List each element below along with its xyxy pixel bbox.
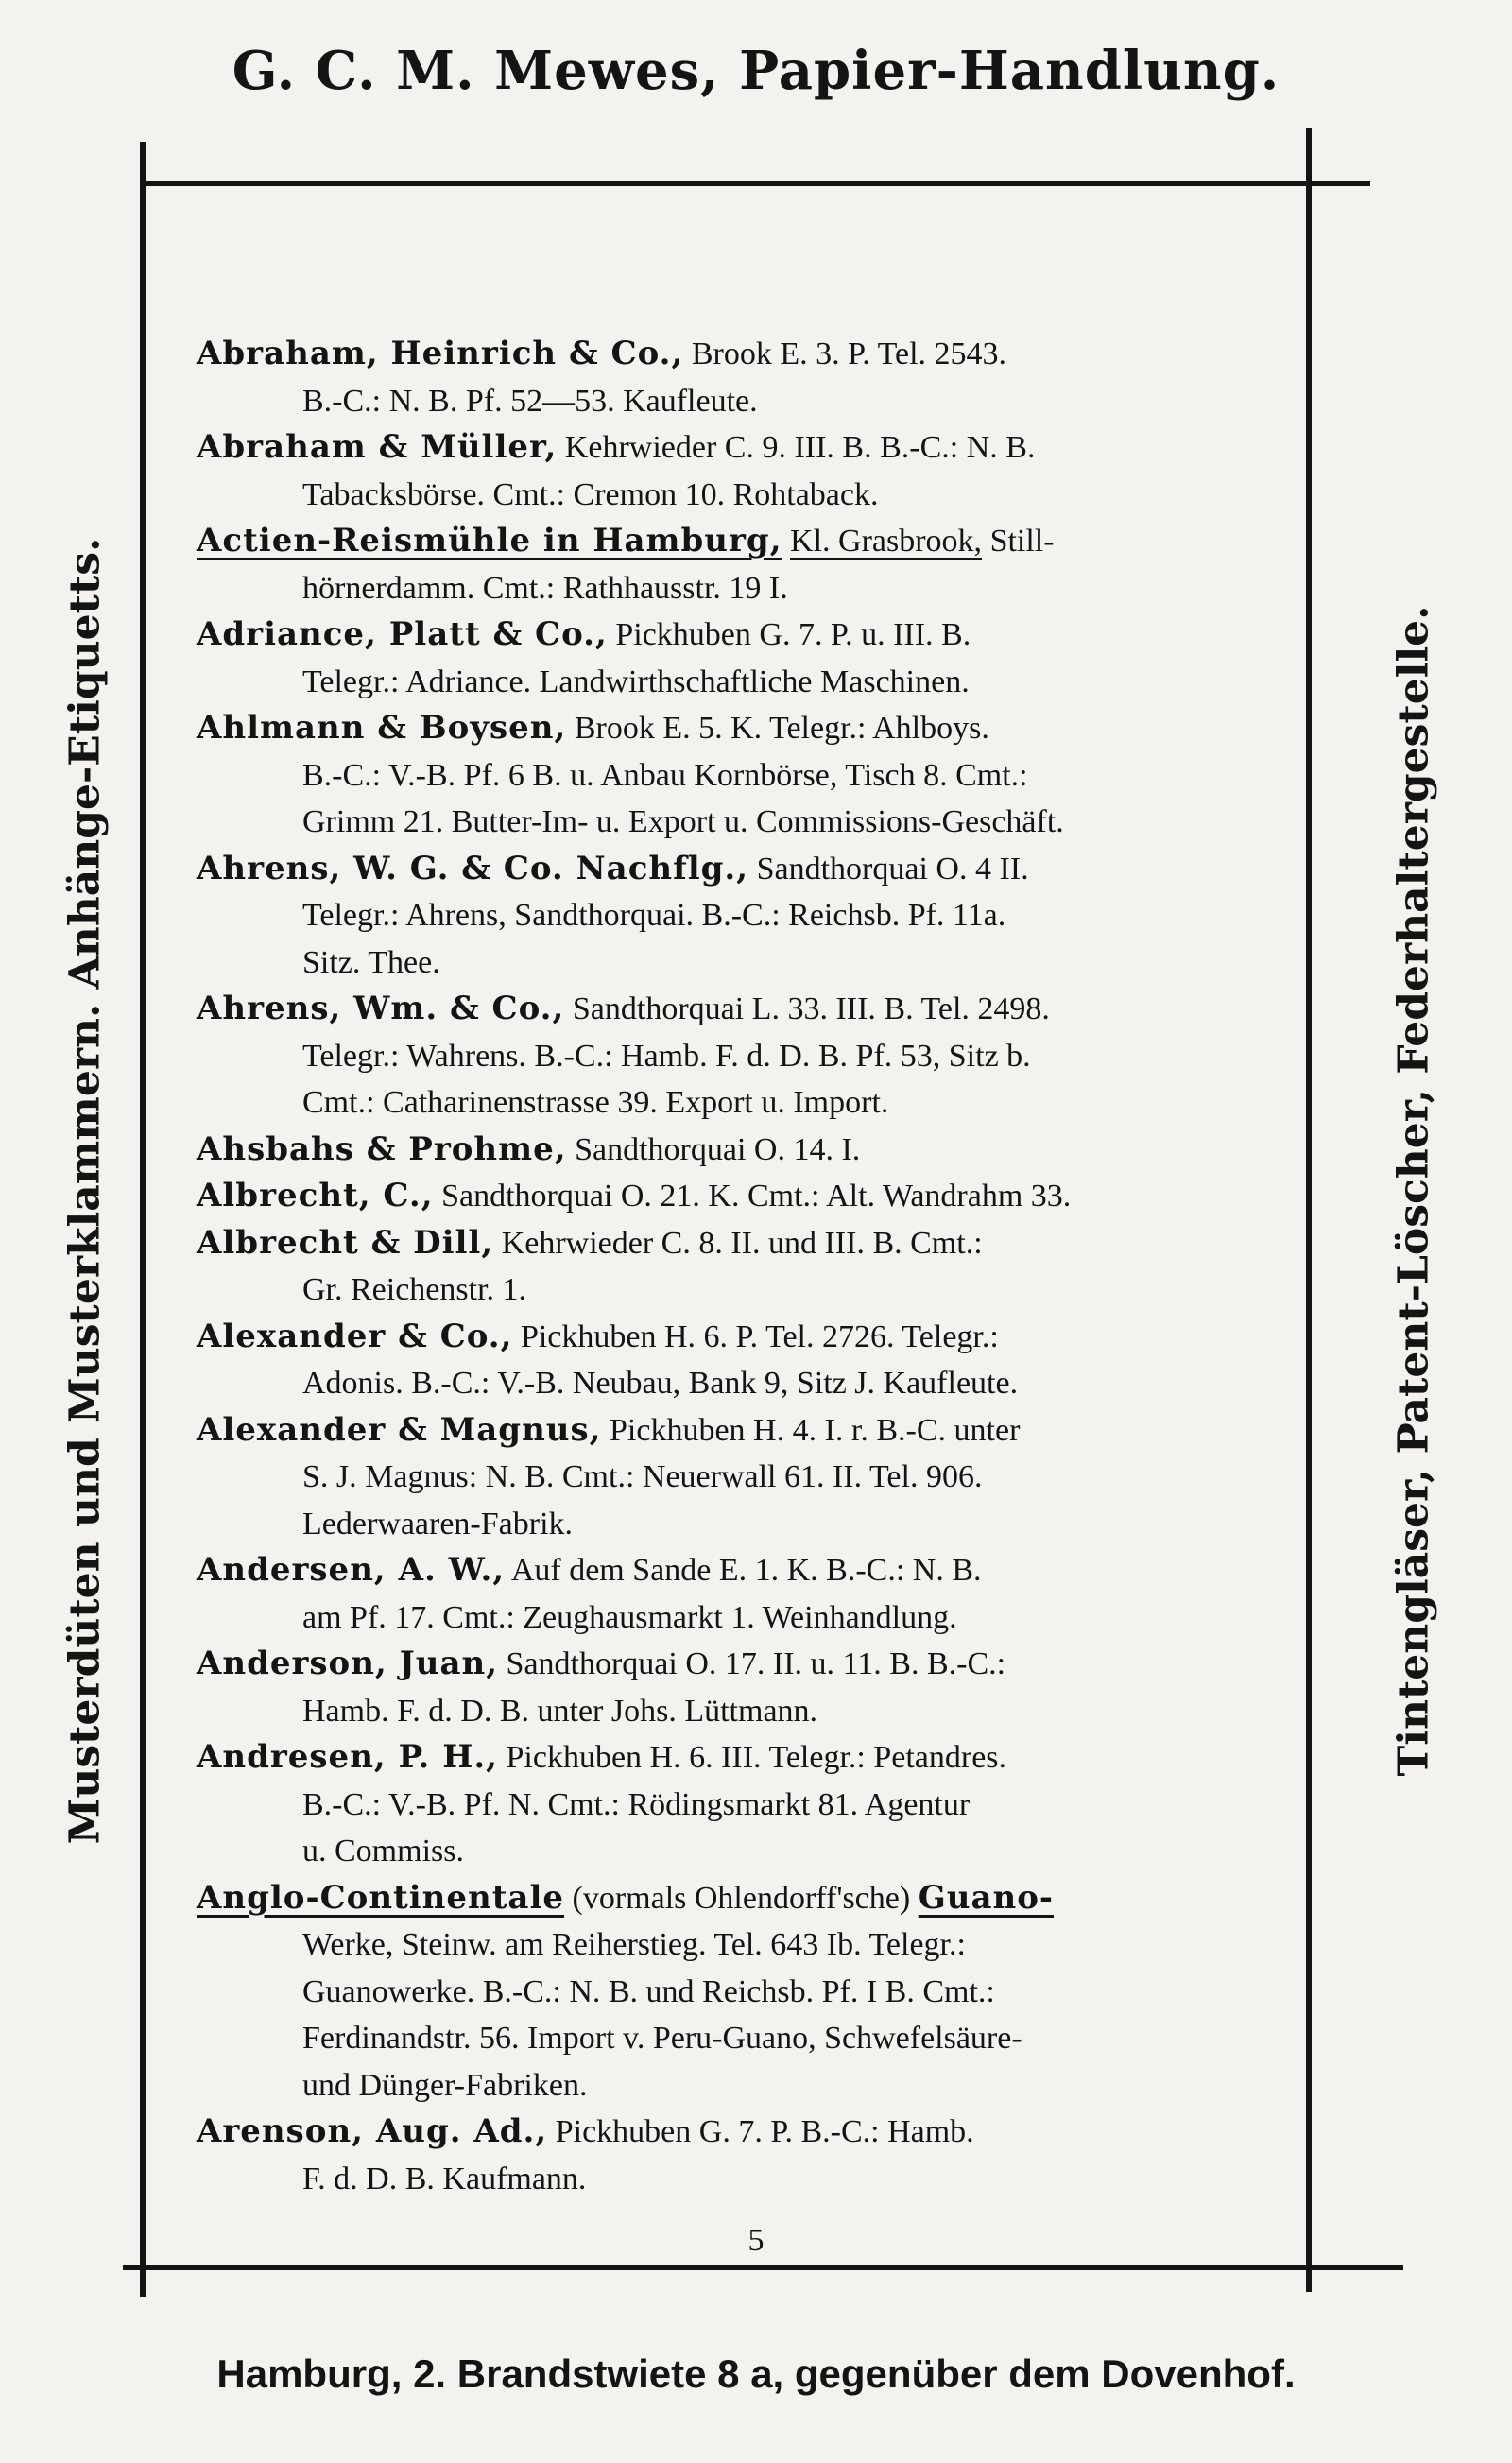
bottom-rule: [123, 2265, 1403, 2270]
entry-details: Brook E. 3. P. Tel. 2543.: [683, 336, 1007, 371]
entry-continuation: Hamb. F. d. D. B. unter Johs. Lüttmann.: [302, 1693, 818, 1729]
entry-details: Pickhuben H. 4. I. r. B.-C. unter: [601, 1412, 1021, 1448]
entry-continuation: B.-C.: V.-B. Pf. N. Cmt.: Rödingsmarkt 81. Agentur: [302, 1786, 971, 1822]
entry-name: Guano-: [918, 1878, 1054, 1917]
entry-name: Ahlmann & Boysen,: [197, 709, 567, 747]
entry-details: Pickhuben H. 6. III. Telegr.: Petandres.: [498, 1740, 1007, 1775]
entry-name: Abraham, Heinrich & Co.,: [197, 335, 684, 372]
entry-continuation: B.-C.: V.-B. Pf. 6 B. u. Anbau Kornbörse, Tisch 8. Cmt.:: [302, 757, 1028, 793]
entry-details: Sandthorquai L. 33. III. B. Tel. 2498.: [564, 991, 1050, 1026]
entry-continuation: Adonis. B.-C.: V.-B. Neubau, Bank 9, Sitz J. Kaufleute.: [302, 1366, 1019, 1401]
left-rule: [140, 142, 146, 2297]
directory-entry: [197, 1127, 1300, 1174]
entry-details: Sandthorquai O. 21. K. Cmt.: Alt. Wandrahm 33.: [433, 1179, 1072, 1214]
entry-continuation: B.-C.: N. B. Pf. 52—53. Kaufleute.: [302, 383, 758, 419]
directory-entry: [197, 1641, 1300, 1734]
entry-name: Anglo-Continentale: [197, 1878, 565, 1917]
entry-continuation: Grimm 21. Butter-Im- u. Export u. Commissions-Geschäft.: [302, 804, 1064, 839]
entry-name: Ahsbahs & Prohme,: [197, 1129, 567, 1168]
entry-details: Kehrwieder C. 8. II. und III. B. Cmt.:: [493, 1225, 983, 1261]
entry-continuation: Gr. Reichenstr. 1.: [302, 1272, 527, 1307]
entry-continuation: Telegr.: Ahrens, Sandthorquai. B.-C.: Reichsb. Pf. 11a.: [302, 898, 1006, 933]
page-footer: Hamburg, 2. Brandstwiete 8 a, gegenüber dem Dovenhof.: [216, 2351, 1296, 2396]
directory-entry: [197, 1220, 1300, 1314]
entry-name: Ahrens, Wm. & Co.,: [197, 990, 565, 1027]
entry-continuation: Lederwaaren-Fabrik.: [302, 1506, 574, 1542]
entry-continuation: am Pf. 17. Cmt.: Zeughausmarkt 1. Weinhandlung.: [302, 1599, 957, 1635]
page-number: 5: [747, 2223, 765, 2258]
entry-continuation: Cmt.: Catharinenstrasse 39. Export u. Import.: [302, 1085, 889, 1120]
entry-details: Brook E. 5. K. Telegr.: Ahlboys.: [566, 711, 989, 746]
entry-name: Albrecht & Dill,: [197, 1223, 494, 1262]
entry-name: Albrecht, C.,: [197, 1177, 434, 1214]
entry-details: Kehrwieder C. 9. III. B. B.-C.: N. B.: [557, 430, 1036, 465]
directory-entry: [197, 1407, 1300, 1548]
directory-entry: [197, 424, 1300, 518]
directory-entry: [197, 846, 1300, 987]
entry-name: Alexander & Magnus,: [197, 1410, 602, 1449]
entry-name: Andresen, P. H.,: [197, 1738, 498, 1776]
entry-continuation: u. Commiss.: [302, 1834, 464, 1869]
entry-name: Andersen, A. W.,: [197, 1551, 506, 1589]
entry-continuation: S. J. Magnus: N. B. Cmt.: Neuerwall 61. II. Tel. 906.: [302, 1459, 983, 1494]
directory-entry: [197, 611, 1300, 705]
page-header: G. C. M. Mewes, Papier-Handlung.: [232, 40, 1280, 102]
entry-details: Sandthorquai O. 4 II.: [748, 851, 1029, 887]
entry-name: Actien-Reismühle in Hamburg,: [197, 522, 782, 560]
directory-entry: [197, 1734, 1300, 1875]
entry-address: Kl. Grasbrook,: [790, 524, 983, 559]
entry-details: Sandthorquai O. 14. I.: [566, 1131, 861, 1167]
directory-entry: [197, 518, 1300, 611]
entry-continuation: und Dünger-Fabriken.: [302, 2067, 588, 2103]
directory-entry: [197, 705, 1300, 846]
directory-entry: [197, 1173, 1300, 1220]
entry-continuation: F. d. D. B. Kaufmann.: [302, 2161, 587, 2196]
entry-name: Ahrens, W. G. & Co. Nachflg.,: [197, 849, 749, 887]
entry-details: Pickhuben H. 6. P. Tel. 2726. Telegr.:: [512, 1318, 999, 1354]
entry-continuation: Telegr.: Wahrens. B.-C.: Hamb. F. d. D. B. Pf. 53, Sitz b.: [302, 1038, 1031, 1074]
document-page: G. C. M. Mewes, Papier-Handlung. Musterdüten und Musterklammern. Anhänge-Etiquetts. Tintengläser, Patent-Löscher, Federhaltergestelle. Abraham, Heinrich & Co., Brook E. 3. P. Tel. 2543. B.-C.: N. B. Pf. 52—53. Kaufleute. Abraham & Müller, Kehrwieder C. 9. III. B. B.-C.: N. B. Tabacksbörse. Cmt.: Cremon 10. Rohtaback. Actien-Reismühle in Hamburg, Kl. Grasbrook, Still- hörnerdamm. Cmt.: Rathhausstr. 19 I. Adriance, Platt & Co., Pickhuben G. 7. P. u. III. B. Telegr.: Adriance. Landwirthschaftliche Maschinen. Ahlmann & Boysen, Brook E. 5. K. Telegr.: Ahlboys. B.-C.: V.-B. Pf. 6 B. u. Anbau Kornbörse, Tisch 8. Cmt.: Grimm 21. Butter-Im- u. Export u. Commissions-Geschäft. Ahrens, W. G. & Co. Nachflg., Sandthorquai O. 4 II. Telegr.: Ahrens, Sandthorquai. B.-C.: Reichsb. Pf. 11a. Sitz. Thee. Ahrens, Wm. & Co., Sandthorquai L. 33. III. B. Tel. 2498. Telegr.: Wahrens. B.-C.: Hamb. F. d. D. B. Pf. 53, Sitz b. Cmt.: Catharinenstrasse 39. Export u. Import. Ahsbahs & Prohme, Sandthorquai O. 14. I. Albrecht, C., Sandthorquai O. 21. K. Cmt.: Alt. Wandrahm 33. Albrecht & Dill, Kehrwieder C. 8. II. und III. B. Cmt.: Gr. Reichenstr. 1. Alexander & Co., Pickhuben H. 6. P. Tel. 2726. Telegr.: Adonis. B.-C.: V.-B. Neubau, Bank 9, Sitz J. Kaufleute. Alexander & Magnus, Pickhuben H. 4. I. r. B.-C. unter S. J. Magnus: N. B. Cmt.: Neuerwall 61. II. Tel. 906. Lederwaaren-Fabrik. Andersen, A. W., Auf dem Sande E. 1. K. B.-C.: N. B. am Pf. 17. Cmt.: Zeughausmarkt 1. Weinhandlung. Anderson, Juan, Sandthorquai O. 17. II. u. 11. B. B.-C.: Hamb. F. d. D. B. unter Johs. Lüttmann. Andresen, P. H., Pickhuben H. 6. III. Telegr.: Petandres. B.-C.: V.-B. Pf. N. Cmt.: Rödingsmarkt 81. Agentur u. Commiss. Anglo-Continentale (vormals Ohlendorff'sche) Guano- Werke, Steinw. am Reiherstieg. Tel. 643 Ib. Telegr.: Guanowerke. B.-C.: N. B. und Reichsb. Pf. I B. Cmt.: Ferdinandstr. 56. Import v. Peru-Guano, Schwefelsäure- und Dünger-Fabriken. Arenson, Aug. Ad., Pickhuben G. 7. P. B.-C.: Hamb. F. d. D. B. Kaufmann. 5 Hamburg, 2. Brandstwiete 8 a, gegenüber dem Dovenhof.: [0, 0, 1512, 2463]
entry-name: Adriance, Platt & Co.,: [197, 615, 608, 653]
entry-continuation: Werke, Steinw. am Reiherstieg. Tel. 643 Ib. Telegr.:: [302, 1927, 966, 1962]
entry-details: Sandthorquai O. 17. II. u. 11. B. B.-C.:: [498, 1646, 1006, 1681]
entry-continuation: Guanowerke. B.-C.: N. B. und Reichsb. Pf. I B. Cmt.:: [302, 1973, 995, 2009]
entry-details: Pickhuben G. 7. P. u. III. B.: [607, 617, 971, 652]
entry-details: (vormals Ohlendorff'sche): [564, 1880, 919, 1916]
directory-entry: [197, 331, 1300, 424]
entry-continuation: Sitz. Thee.: [302, 944, 440, 980]
directory-entry: [197, 1875, 1300, 2110]
entry-details: Pickhuben G. 7. P. B.-C.: Hamb.: [547, 2114, 974, 2149]
entry-details: Still-: [982, 524, 1055, 559]
directory-entry: [197, 986, 1300, 1127]
entry-name: Arenson, Aug. Ad.,: [197, 2112, 548, 2150]
entry-continuation: hörnerdamm. Cmt.: Rathhausstr. 19 I.: [302, 570, 788, 606]
directory-entry: [197, 1547, 1300, 1641]
directory-entries: [197, 331, 1300, 2202]
right-rule: [1306, 128, 1312, 2292]
top-rule: [142, 181, 1370, 186]
entry-continuation: Ferdinandstr. 56. Import v. Peru-Guano, Schwefelsäure-: [302, 2021, 1022, 2056]
directory-entry: [197, 2109, 1300, 2202]
entry-details: Auf dem Sande E. 1. K. B.-C.: N. B.: [505, 1553, 982, 1588]
entry-name: Alexander & Co.,: [197, 1317, 513, 1355]
directory-entry: [197, 1314, 1300, 1407]
entry-continuation: Tabacksbörse. Cmt.: Cremon 10. Rohtaback.: [302, 476, 879, 512]
entry-continuation: Telegr.: Adriance. Landwirthschaftliche Maschinen.: [302, 663, 970, 699]
entry-name: Anderson, Juan,: [197, 1645, 499, 1682]
entry-name: Abraham & Müller,: [197, 428, 558, 466]
